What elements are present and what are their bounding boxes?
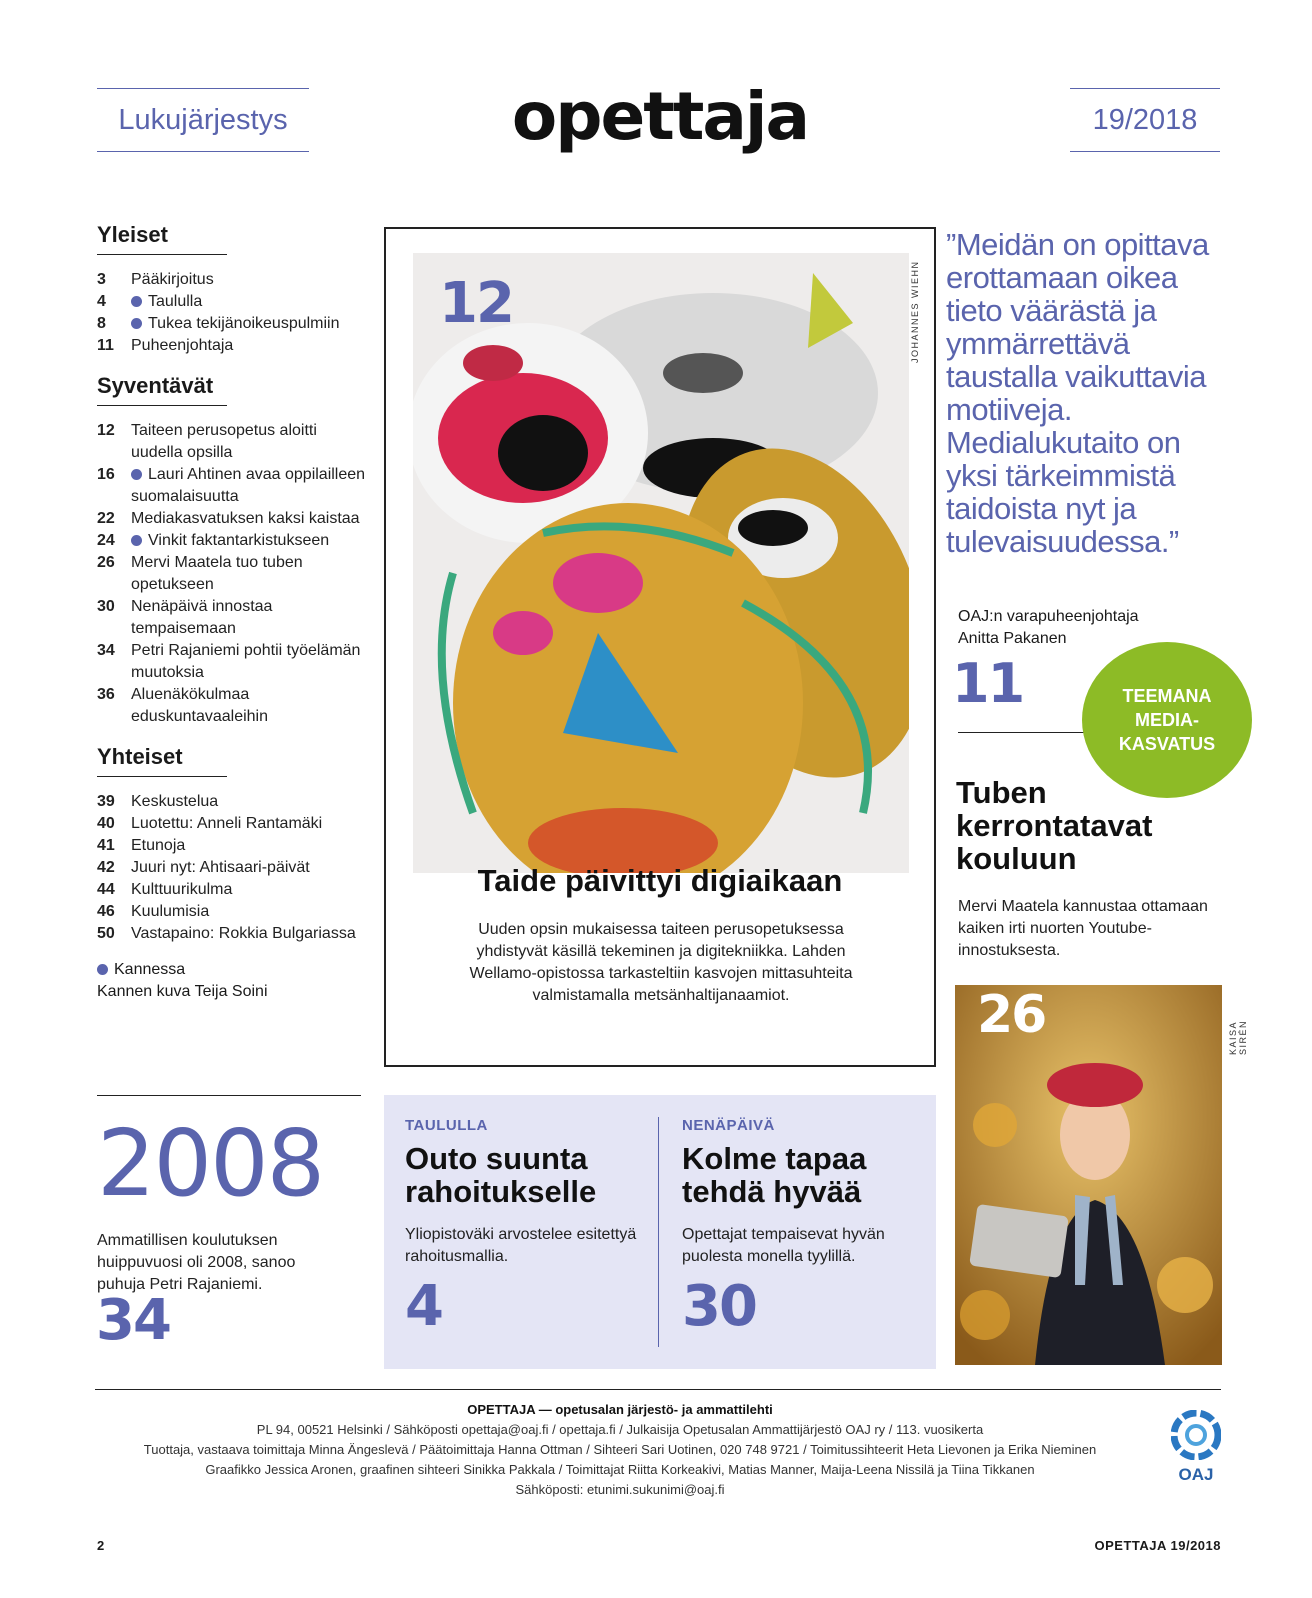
- feature-card[interactable]: [384, 227, 936, 1067]
- imprint-address: PL 94, 00521 Helsinki / Sähköposti opettaja@oaj.fi / opettaja.fi / Julkaisija Opetusalan Ammattijärjestö OAJ ry / 113. vuosikerta: [256, 1422, 984, 1437]
- toc-item-text: Luotettu: Anneli Rantamäki: [131, 815, 323, 832]
- oaj-logo-text: OAJ: [1178, 1465, 1214, 1484]
- toc-item-text: Vinkit faktantarkistukseen: [148, 532, 330, 549]
- photo-credit: JOHANNES WIEHN: [910, 260, 920, 363]
- bottom-panel: [384, 1095, 936, 1369]
- toc-item-page: 41: [97, 837, 115, 854]
- masks-photo: [413, 253, 909, 873]
- toc-item-text: Lauri Ahtinen avaa oppilailleen suomalaisuutta: [131, 466, 366, 505]
- toc-item-label: [131, 791, 367, 813]
- toc-item-text: Nenäpäivä innostaa tempaisemaan: [131, 598, 273, 637]
- toc-item-page: 4: [97, 293, 106, 310]
- toc-item-page: 36: [97, 686, 115, 703]
- toc-item-label: [131, 552, 367, 596]
- toc-item[interactable]: [97, 857, 367, 879]
- year-page-number: 34: [96, 1288, 170, 1353]
- toc-item[interactable]: [97, 835, 367, 857]
- portrait-credit: KAISA SIRÉN: [1228, 1019, 1248, 1055]
- toc-item-page: 46: [97, 903, 115, 920]
- bullet-icon: [131, 469, 142, 480]
- toc-item-text: Taululla: [148, 293, 203, 310]
- toc-item-label: [131, 420, 367, 464]
- year-number: 2008: [97, 1110, 324, 1217]
- toc-item-label: [131, 596, 367, 640]
- toc-item-label: [131, 640, 367, 684]
- toc-item-page: 3: [97, 271, 106, 288]
- toc-item-text: Mervi Maatela tuo tuben opetukseen: [131, 554, 303, 593]
- toc-item-text: Keskustelua: [131, 793, 219, 810]
- toc-item-text: Pääkirjoitus: [131, 271, 214, 288]
- toc-section-title: Yhteiset: [97, 744, 227, 777]
- theme-badge: TEEMANA MEDIA- KASVATUS: [1082, 642, 1252, 798]
- portrait-photo: [955, 985, 1222, 1365]
- toc-item-page: 24: [97, 532, 115, 549]
- toc-item-page: 8: [97, 315, 106, 332]
- toc-item-page: 44: [97, 881, 115, 898]
- toc-item[interactable]: [97, 552, 367, 596]
- panel-nenapaiva[interactable]: [682, 1117, 922, 1339]
- table-of-contents: [97, 222, 367, 1003]
- toc-item-label: [131, 901, 367, 923]
- toc-section: [97, 373, 367, 728]
- panel-text: Yliopistoväki arvostelee esitettyä rahoitusmallia.: [405, 1226, 637, 1265]
- panel-title[interactable]: Outo suunta rahoitukselle: [405, 1141, 597, 1209]
- toc-item[interactable]: [97, 464, 367, 508]
- oaj-logo-icon: [1171, 1410, 1221, 1460]
- toc-item[interactable]: [97, 879, 367, 901]
- toc-item-text: Kulttuurikulma: [131, 881, 233, 898]
- toc-item[interactable]: [97, 313, 367, 335]
- toc-item-label: [131, 857, 367, 879]
- issue-number: 19/2018: [1070, 88, 1220, 152]
- toc-item-text: Tukea tekijänoikeuspulmiin: [148, 315, 340, 332]
- oaj-logo[interactable]: [1168, 1410, 1224, 1485]
- panel-title[interactable]: Kolme tapaa tehdä hyvää: [682, 1141, 867, 1209]
- bullet-icon: [131, 535, 142, 546]
- toc-item[interactable]: [97, 640, 367, 684]
- toc-item-label: [131, 313, 367, 335]
- toc-item-page: 39: [97, 793, 115, 810]
- panel-taululla[interactable]: [405, 1117, 645, 1339]
- imprint-email: Sähköposti: etunimi.sukunimi@oaj.fi: [515, 1482, 725, 1497]
- toc-item[interactable]: [97, 596, 367, 640]
- toc-item-text: Petri Rajaniemi pohtii työelämän muutoksia: [131, 642, 361, 681]
- toc-item-page: 16: [97, 466, 115, 483]
- toc-item[interactable]: [97, 813, 367, 835]
- toc-item-page: 40: [97, 815, 115, 832]
- bullet-icon: [97, 964, 108, 975]
- masks-illustration: [413, 253, 909, 873]
- quote-author-name: Anitta Pakanen: [958, 630, 1067, 647]
- imprint-title: OPETTAJA — opetusalan järjestö- ja ammattilehti: [467, 1402, 773, 1417]
- pull-quote: ”Meidän on opittava erottamaan oikea tieto väärästä ja ymmärrettävä taustalla vaikuttavia motiiveja. Medialukutaito on yksi tärkeimmistä taidoista nyt ja tulevaisuudessa.”: [946, 227, 1209, 559]
- toc-item[interactable]: [97, 508, 367, 530]
- panel-text: Opettajat tempaisevat hyvän puolesta monella tyylillä.: [682, 1226, 885, 1265]
- imprint-staff-2: Graafikko Jessica Aronen, graafinen sihteeri Sinikka Pakkala / Toimittajat Riitta Korkeakivi, Matias Manner, Maija-Leena Nissilä ja Tiina Tikkanen: [205, 1462, 1035, 1477]
- toc-item-text: Puheenjohtaja: [131, 337, 234, 354]
- toc-item-label: [131, 291, 367, 313]
- quote-page-number: 11: [952, 652, 1024, 715]
- quote-attribution: [958, 606, 1139, 650]
- toc-section-title: Yleiset: [97, 222, 227, 255]
- toc-item-page: 34: [97, 642, 115, 659]
- cover-note-label: Kannessa: [114, 961, 186, 978]
- toc-item[interactable]: [97, 791, 367, 813]
- bullet-icon: [131, 296, 142, 307]
- toc-item[interactable]: [97, 923, 367, 945]
- imprint-staff: Tuottaja, vastaava toimittaja Minna Ängeslevä / Päätoimittaja Hanna Ottman / Sihteeri Sari Uotinen, 020 748 9721 / Toimitussihteerit Heta Lievonen ja Erika Nieminen: [143, 1442, 1097, 1457]
- toc-section: [97, 744, 367, 945]
- toc-item[interactable]: [97, 335, 367, 357]
- bullet-icon: [131, 318, 142, 329]
- toc-item-page: 12: [97, 422, 115, 439]
- toc-item-page: 30: [97, 598, 115, 615]
- feature-page-number: 12: [439, 271, 513, 336]
- toc-item-label: [131, 335, 367, 357]
- panel-divider: [658, 1117, 659, 1347]
- toc-item-label: [131, 530, 367, 552]
- toc-item-label: [131, 464, 367, 508]
- toc-item-text: Kuulumisia: [131, 903, 210, 920]
- toc-item-page: 22: [97, 510, 115, 527]
- toc-section: [97, 222, 367, 357]
- tube-text: Mervi Maatela kannustaa ottamaan kaiken irti nuorten Youtube-innostuksesta.: [958, 898, 1208, 959]
- quote-author-role: OAJ:n varapuheenjohtaja: [958, 608, 1139, 625]
- toc-item-text: Aluenäkökulmaa eduskuntavaaleihin: [131, 686, 268, 725]
- section-label: Lukujärjestys: [97, 88, 309, 152]
- tube-title[interactable]: Tuben kerrontatavat kouluun: [956, 775, 1153, 876]
- toc-item[interactable]: [97, 530, 367, 552]
- toc-item[interactable]: [97, 269, 367, 291]
- panel-kicker: TAULULLA: [405, 1117, 488, 1134]
- toc-item-label: [131, 879, 367, 901]
- cover-credit: Kannen kuva Teija Soini: [97, 983, 268, 1000]
- panel-kicker: NENÄPÄIVÄ: [682, 1117, 775, 1134]
- toc-item-text: Mediakasvatuksen kaksi kaistaa: [131, 510, 360, 527]
- toc-item-label: [131, 923, 367, 945]
- divider: [97, 1095, 361, 1096]
- toc-item-text: Etunoja: [131, 837, 186, 854]
- feature-title[interactable]: Taide päivittyi digiaikaan: [477, 863, 843, 898]
- panel-page-number: 4: [405, 1274, 442, 1339]
- toc-item-label: [131, 508, 367, 530]
- masthead-logo: opettaja: [511, 78, 809, 155]
- toc-item-page: 11: [97, 337, 114, 354]
- toc-item-page: 26: [97, 554, 115, 571]
- toc-item-page: 50: [97, 925, 115, 942]
- toc-item-label: [131, 835, 367, 857]
- toc-item-label: [131, 813, 367, 835]
- toc-item-label: [131, 269, 367, 291]
- toc-item[interactable]: [97, 901, 367, 923]
- divider: [958, 732, 1088, 733]
- imprint: [100, 1400, 1140, 1500]
- footer-issue: OPETTAJA 19/2018: [1094, 1538, 1221, 1553]
- toc-item[interactable]: [97, 684, 367, 728]
- toc-item[interactable]: [97, 291, 367, 313]
- cover-note: [97, 959, 367, 1003]
- year-text: Ammatillisen koulutuksen huippuvuosi oli 2008, sanoo puhuja Petri Rajaniemi.: [97, 1232, 296, 1293]
- tube-page-number: 26: [977, 985, 1046, 1045]
- feature-text: Uuden opsin mukaisessa taiteen perusopetuksessa yhdistyvät käsillä tekeminen ja digitekniikka. Lahden Wellamo-opistossa tarkasteltiin kasvojen mittasuhteita valmistamalla metsänhaltijanaamiot.: [469, 921, 853, 1004]
- toc-section-title: Syventävät: [97, 373, 227, 406]
- toc-item-text: Juuri nyt: Ahtisaari-päivät: [131, 859, 310, 876]
- footer-divider: [95, 1389, 1221, 1390]
- toc-item-label: [131, 684, 367, 728]
- toc-item-text: Taiteen perusopetus aloitti uudella opsilla: [131, 422, 317, 461]
- toc-item-page: 42: [97, 859, 115, 876]
- toc-item[interactable]: [97, 420, 367, 464]
- panel-page-number: 30: [682, 1274, 756, 1339]
- page-number: 2: [97, 1538, 105, 1553]
- toc-item-text: Vastapaino: Rokkia Bulgariassa: [131, 925, 356, 942]
